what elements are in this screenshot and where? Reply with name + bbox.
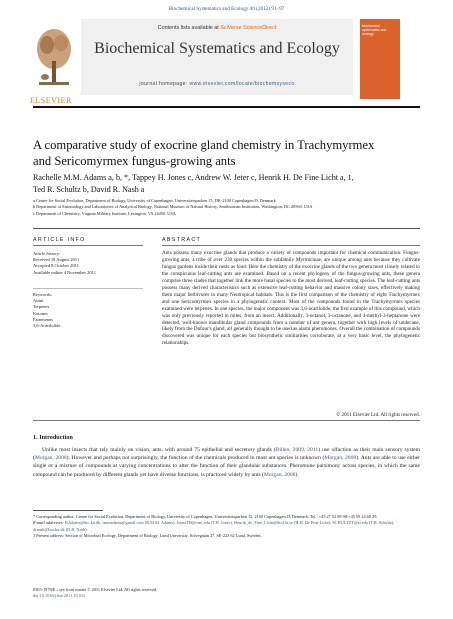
article-history <box>33 251 145 276</box>
sciencedirect-link[interactable]: SciVerse ScienceDirect <box>220 25 277 31</box>
article-title-line-2: and Sericomyrmex fungus-growing ants <box>33 154 236 168</box>
footnote-rule <box>33 510 103 511</box>
footnote-emails <box>33 520 420 533</box>
authors-line-2: Ted R. Schultz b, David R. Nash a <box>33 185 145 194</box>
email-links[interactable]: RAdams@bio.ku.dk, rmmadams@gmail.com (R.M.M. Adams), JonesTH@vmi.edu (T.H. Jones), Henrik_de_Fine_Licht@biol.lu.se (H.H. De Fine Licht), SCHULTZT@si.edu (T.R. Schultz), drnash@bio.ku.dk (D.R. Nash). <box>33 520 395 532</box>
keyword-item: Terpenes <box>33 304 50 310</box>
homepage-prefix: journal homepage: <box>139 81 190 87</box>
introduction-paragraph <box>33 446 420 479</box>
abstract-rule <box>162 245 420 246</box>
keywords <box>33 292 145 329</box>
keyword-item: 3,6-Acarilolide <box>33 323 61 329</box>
article-info-rule <box>33 245 143 246</box>
journal-title: Biochemical Systematics and Ecology <box>94 40 340 57</box>
affiliation-c: c Department of Chemistry, Virginia Military Institute, Lexington, VA 24450, USA <box>33 210 176 216</box>
citation-link[interactable]: Billen, 2009, 2011 <box>275 447 319 453</box>
keyword-item: Attini <box>33 298 44 304</box>
contents-line <box>81 25 353 31</box>
intro-text-c: ). However and perhaps not surprisingly, the function of the chemicals produced in most ant species is unknown ( <box>66 455 325 462</box>
authors-line-1: Rachelle M.M. Adams a, b, *, Tappey H. Jones c, Andrew W. Jeter c, Henrik H. De Fine Licht a, 1, <box>33 173 354 182</box>
email-label: E-mail addresses: <box>33 520 66 526</box>
doi-link[interactable]: doi:10.1016/j.bse.2011.10.011 <box>33 593 86 599</box>
article-info-heading: ARTICLE INFO <box>33 237 86 243</box>
keywords-label: Keywords: <box>33 292 53 297</box>
abstract-heading: ABSTRACT <box>162 237 202 243</box>
footnotes <box>33 514 420 539</box>
affiliation-b: b Department of Entomology and Laboratories of Analytical Biology, National Museum of Natural History, Smithsonian Institution, Washington, DC 20560, USA <box>33 204 313 210</box>
elsevier-wordmark: ELSEVIER <box>30 96 72 105</box>
elsevier-tree-logo <box>33 19 75 95</box>
history-online: Available online 4 November 2011 <box>33 269 96 275</box>
keyword-item: Farnesenes <box>33 316 53 322</box>
issn-line: 0305-1978/$ – see front matter © 2011 Elsevier Ltd. All rights reserved. <box>33 587 158 592</box>
citation-link[interactable]: Morgan, 2008 <box>34 455 67 462</box>
cover-title: biochemical systematics and ecology <box>362 24 387 37</box>
intro-text-a: Unlike most insects that rely mainly on vision, ants, with around 75 epithelial and secretory glands ( <box>42 447 276 453</box>
affiliation-a: a Centre for Social Evolution, Department of Biology, University of Copenhagen, Universitetsparken 15, DK-2100 Copenhagen Ø, Denmark <box>33 198 276 203</box>
history-received: Received 18 August 2011 <box>33 257 80 263</box>
affiliations <box>33 198 433 217</box>
masthead-rule <box>33 106 420 108</box>
abstract-body: Ants possess many exocrine glands that produce a variety of compounds important for chemical communication. Fungus-growing ants, a tribe of over 230 species within the subfamily Myrmicinae, are unique among ants because they cultivate fungus gardens inside their nests as food. Here the chemistry of the exocrine glands of the two genera most closely related to the conspicuous leaf-cutting ants are examined. Based on a recent phylogeny of the fungus-growing ants, these genera comprise three clades that together link the more basal species to the most derived, leaf-cutting species. The leaf-cutting ants possess many derived characteristics such as extensive leaf-cutting behavior and massive colony sizes, effectively making them major herbivores in many Neotropical habitats. This is the first comparison of the chemistry of eight Trachymyrmex and one Sericomyrmex species in a phylogenetic context. Most of the compounds found in the Trachymyrmex species examined were terpenes. In one species, the major component was 3,6-acarilolide, the first example of this compound, which was only previously reported in mites, from an insect. Additionally, 3-octanol, 3-octanone, and 4-methyl-3-heptanone were detected, well-known mandibular gland compounds from a number of ant genera, together with high levels of undecane, likely from the Dufour's gland, all generally thought to be used as alarm pheromones. Overall the combination of compounds discovered was unique for each species but biosynthetic similarities corroborate, at a very basic level, the phylogenetic relationships. <box>162 250 420 347</box>
issn-block <box>33 587 157 600</box>
homepage-link[interactable]: www.elsevier.com/locate/biochemsyseco <box>189 81 295 87</box>
footnote-corresponding: * Corresponding author. Centre for Social Evolution, Department of Biology, University of Copenhagen, Universitetsparken 15, 2100 Copenhagen Ø, Denmark. Tel.: +45 27 52 89 98/+45 59 14 68 29. <box>33 514 378 519</box>
author-list <box>33 172 433 196</box>
intro-text-e: ). <box>295 471 299 478</box>
running-head: Biochemical Systematics and Ecology 40 (2012) 91–97 <box>168 6 285 12</box>
history-accepted: Accepted 8 October 2011 <box>33 263 79 269</box>
footnote-present-address: 1 Present address: Section of Microbial Ecology, Department of Biology, Lund University, Solvegatan 37, SE-223 62 Lund, Sweden. <box>33 532 262 538</box>
keyword-item: Ketones <box>33 310 48 316</box>
intro-text-b: ) use olfaction as their main sensory system ( <box>33 447 421 462</box>
contents-prefix: Contents lists available at <box>157 25 221 31</box>
abstract-end-rule <box>33 420 420 421</box>
keywords-rule <box>33 288 143 289</box>
section-heading-introduction: 1. Introduction <box>33 434 73 441</box>
journal-homepage <box>81 81 353 87</box>
citation-link[interactable]: Morgan, 2008 <box>324 455 357 462</box>
intro-text-d: ). Ants are able to use either single or a mixture of compounds at varying concentrations to alter the function of their glandular substances. Pheromone parsimony across species, in which the same compound can be produced by different glands yet have diverse functions, is practiced widely by ants ( <box>33 455 420 478</box>
citation-link[interactable]: Morgan, 2008 <box>263 471 296 478</box>
article-title-line-1: A comparative study of exocrine gland chemistry in Trachymyrmex <box>33 138 375 152</box>
article-title <box>33 137 420 169</box>
history-label: Article history: <box>33 251 61 256</box>
section-divider <box>33 228 420 229</box>
copyright-notice: © 2011 Elsevier Ltd. All rights reserved. <box>336 412 420 418</box>
